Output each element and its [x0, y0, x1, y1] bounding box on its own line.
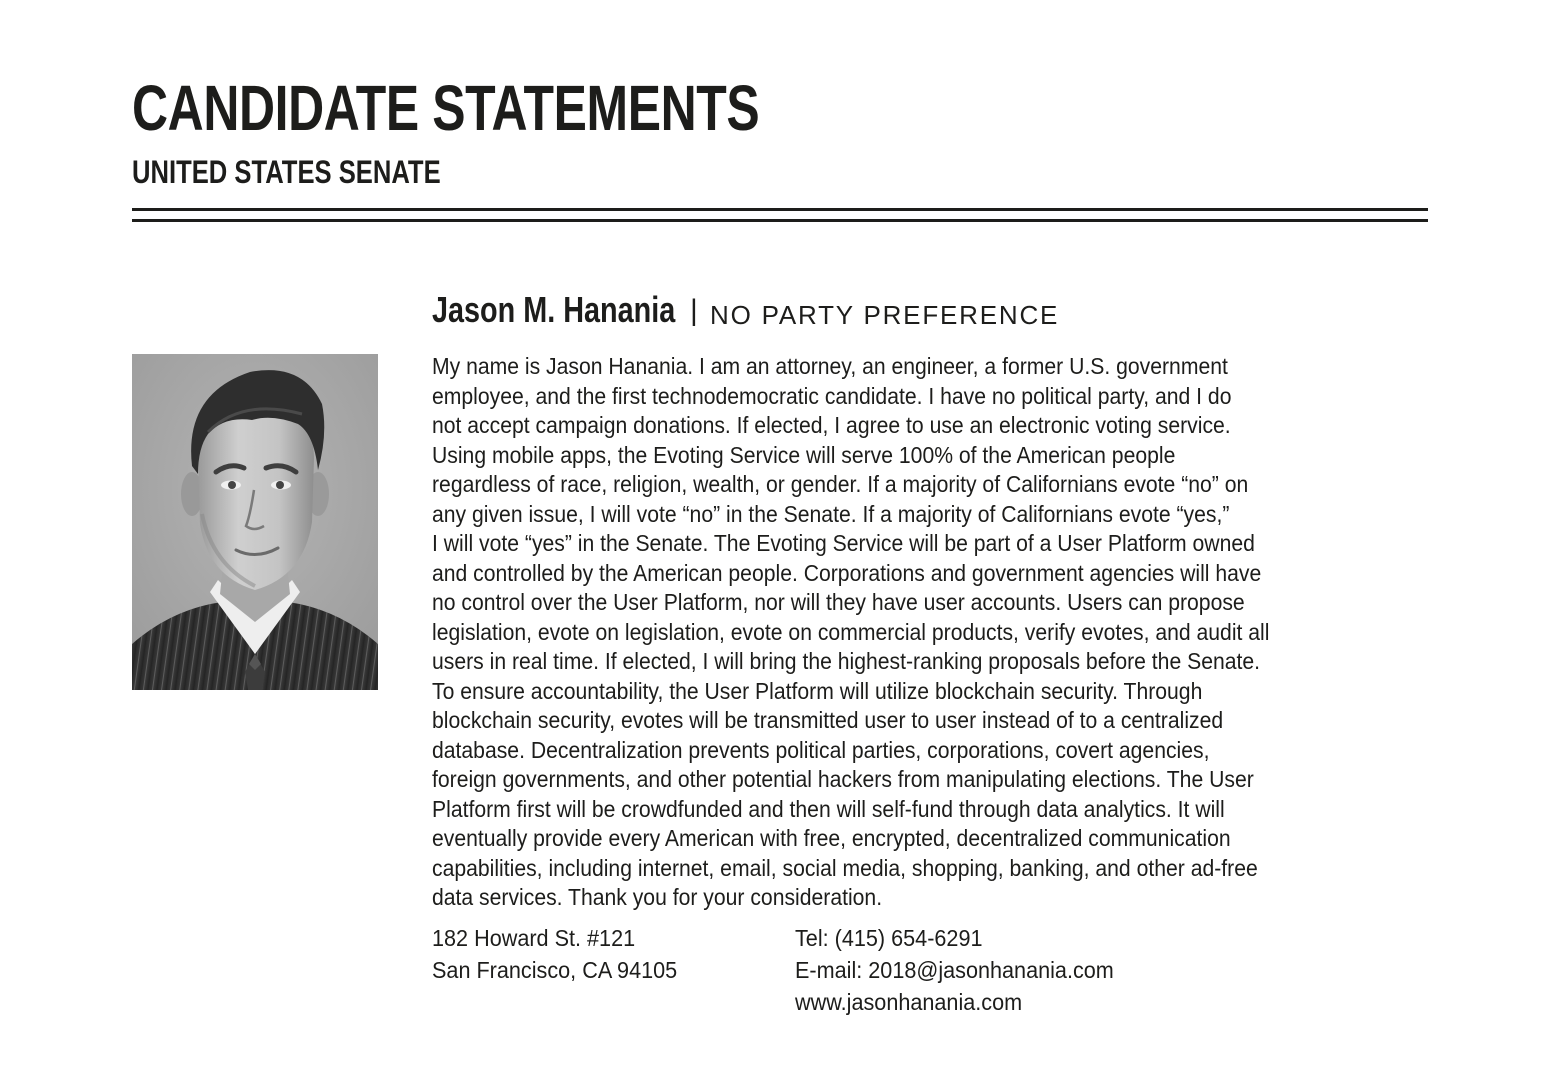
statement-line: no control over the User Platform, nor will they have user accounts. Users can propose: [432, 589, 1245, 615]
statement-line: foreign governments, and other potential hackers from manipulating elections. The User: [432, 766, 1254, 792]
statement-line: To ensure accountability, the User Platform will utilize blockchain security. Through: [432, 677, 1203, 704]
statement-line: My name is Jason Hanania. I am an attorney, an engineer, a former U.S. government: [432, 353, 1228, 379]
contact-info: [795, 922, 1134, 1018]
candidate-name: Jason M. Hanania: [432, 289, 676, 330]
divider-rule-bottom: [132, 219, 1428, 222]
address-street: 182 Howard St. #121: [432, 925, 636, 951]
statement-line: regardless of race, religion, wealth, or gender. If a majority of Californians evote “no” on: [432, 471, 1249, 497]
statement-line: users in real time. If elected, I will bring the highest-ranking proposals before the Senate.: [432, 648, 1261, 674]
statement-line: eventually provide every American with free, encrypted, decentralized communication: [432, 825, 1231, 851]
statement-line: database. Decentralization prevents political parties, corporations, covert agencies,: [432, 736, 1210, 763]
statement-line: Using mobile apps, the Evoting Service will serve 100% of the American people: [432, 441, 1176, 468]
mailing-address: [432, 922, 693, 986]
page-title: CANDIDATE STATEMENTS: [132, 72, 760, 144]
statement-line: I will vote “yes” in the Senate. The Evoting Service will be part of a User Platform owned: [432, 530, 1255, 556]
statement-line: blockchain security, evotes will be transmitted user to user instead of to a centralized: [432, 707, 1224, 733]
contact-website: www.jasonhanania.com: [795, 989, 1023, 1015]
statement-line: legislation, evote on legislation, evote on commercial products, verify evotes, and audit all: [432, 618, 1270, 645]
statement-line: and controlled by the American people. Corporations and government agencies will have: [432, 559, 1262, 586]
name-party-divider: |: [690, 294, 698, 327]
contact-email: E-mail: 2018@jasonhanania.com: [795, 957, 1114, 983]
statement-line: data services. Thank you for your consideration.: [432, 884, 883, 910]
statement-line: Platform first will be crowdfunded and then will self-fund through data analytics. It will: [432, 795, 1225, 822]
party-preference: NO PARTY PREFERENCE: [710, 300, 1060, 330]
statement-line: any given issue, I will vote “no” in the Senate. If a majority of Californians evote “yes,”: [432, 500, 1230, 527]
statement-line: not accept campaign donations. If elected, I agree to use an electronic voting service.: [432, 412, 1231, 438]
statement-line: employee, and the first technodemocratic candidate. I have no political party, and I do: [432, 382, 1232, 409]
page-subtitle: UNITED STATES SENATE: [132, 154, 441, 190]
candidate-statement: [432, 352, 1432, 913]
address-city: San Francisco, CA 94105: [432, 957, 678, 983]
divider-rule-top: [132, 208, 1428, 211]
candidate-portrait-image: [132, 354, 378, 690]
statement-line: capabilities, including internet, email, social media, shopping, banking, and other ad-free: [432, 854, 1258, 881]
contact-phone: Tel: (415) 654-6291: [795, 925, 983, 951]
candidate-photo: [132, 354, 378, 690]
candidate-header: [432, 288, 1060, 332]
